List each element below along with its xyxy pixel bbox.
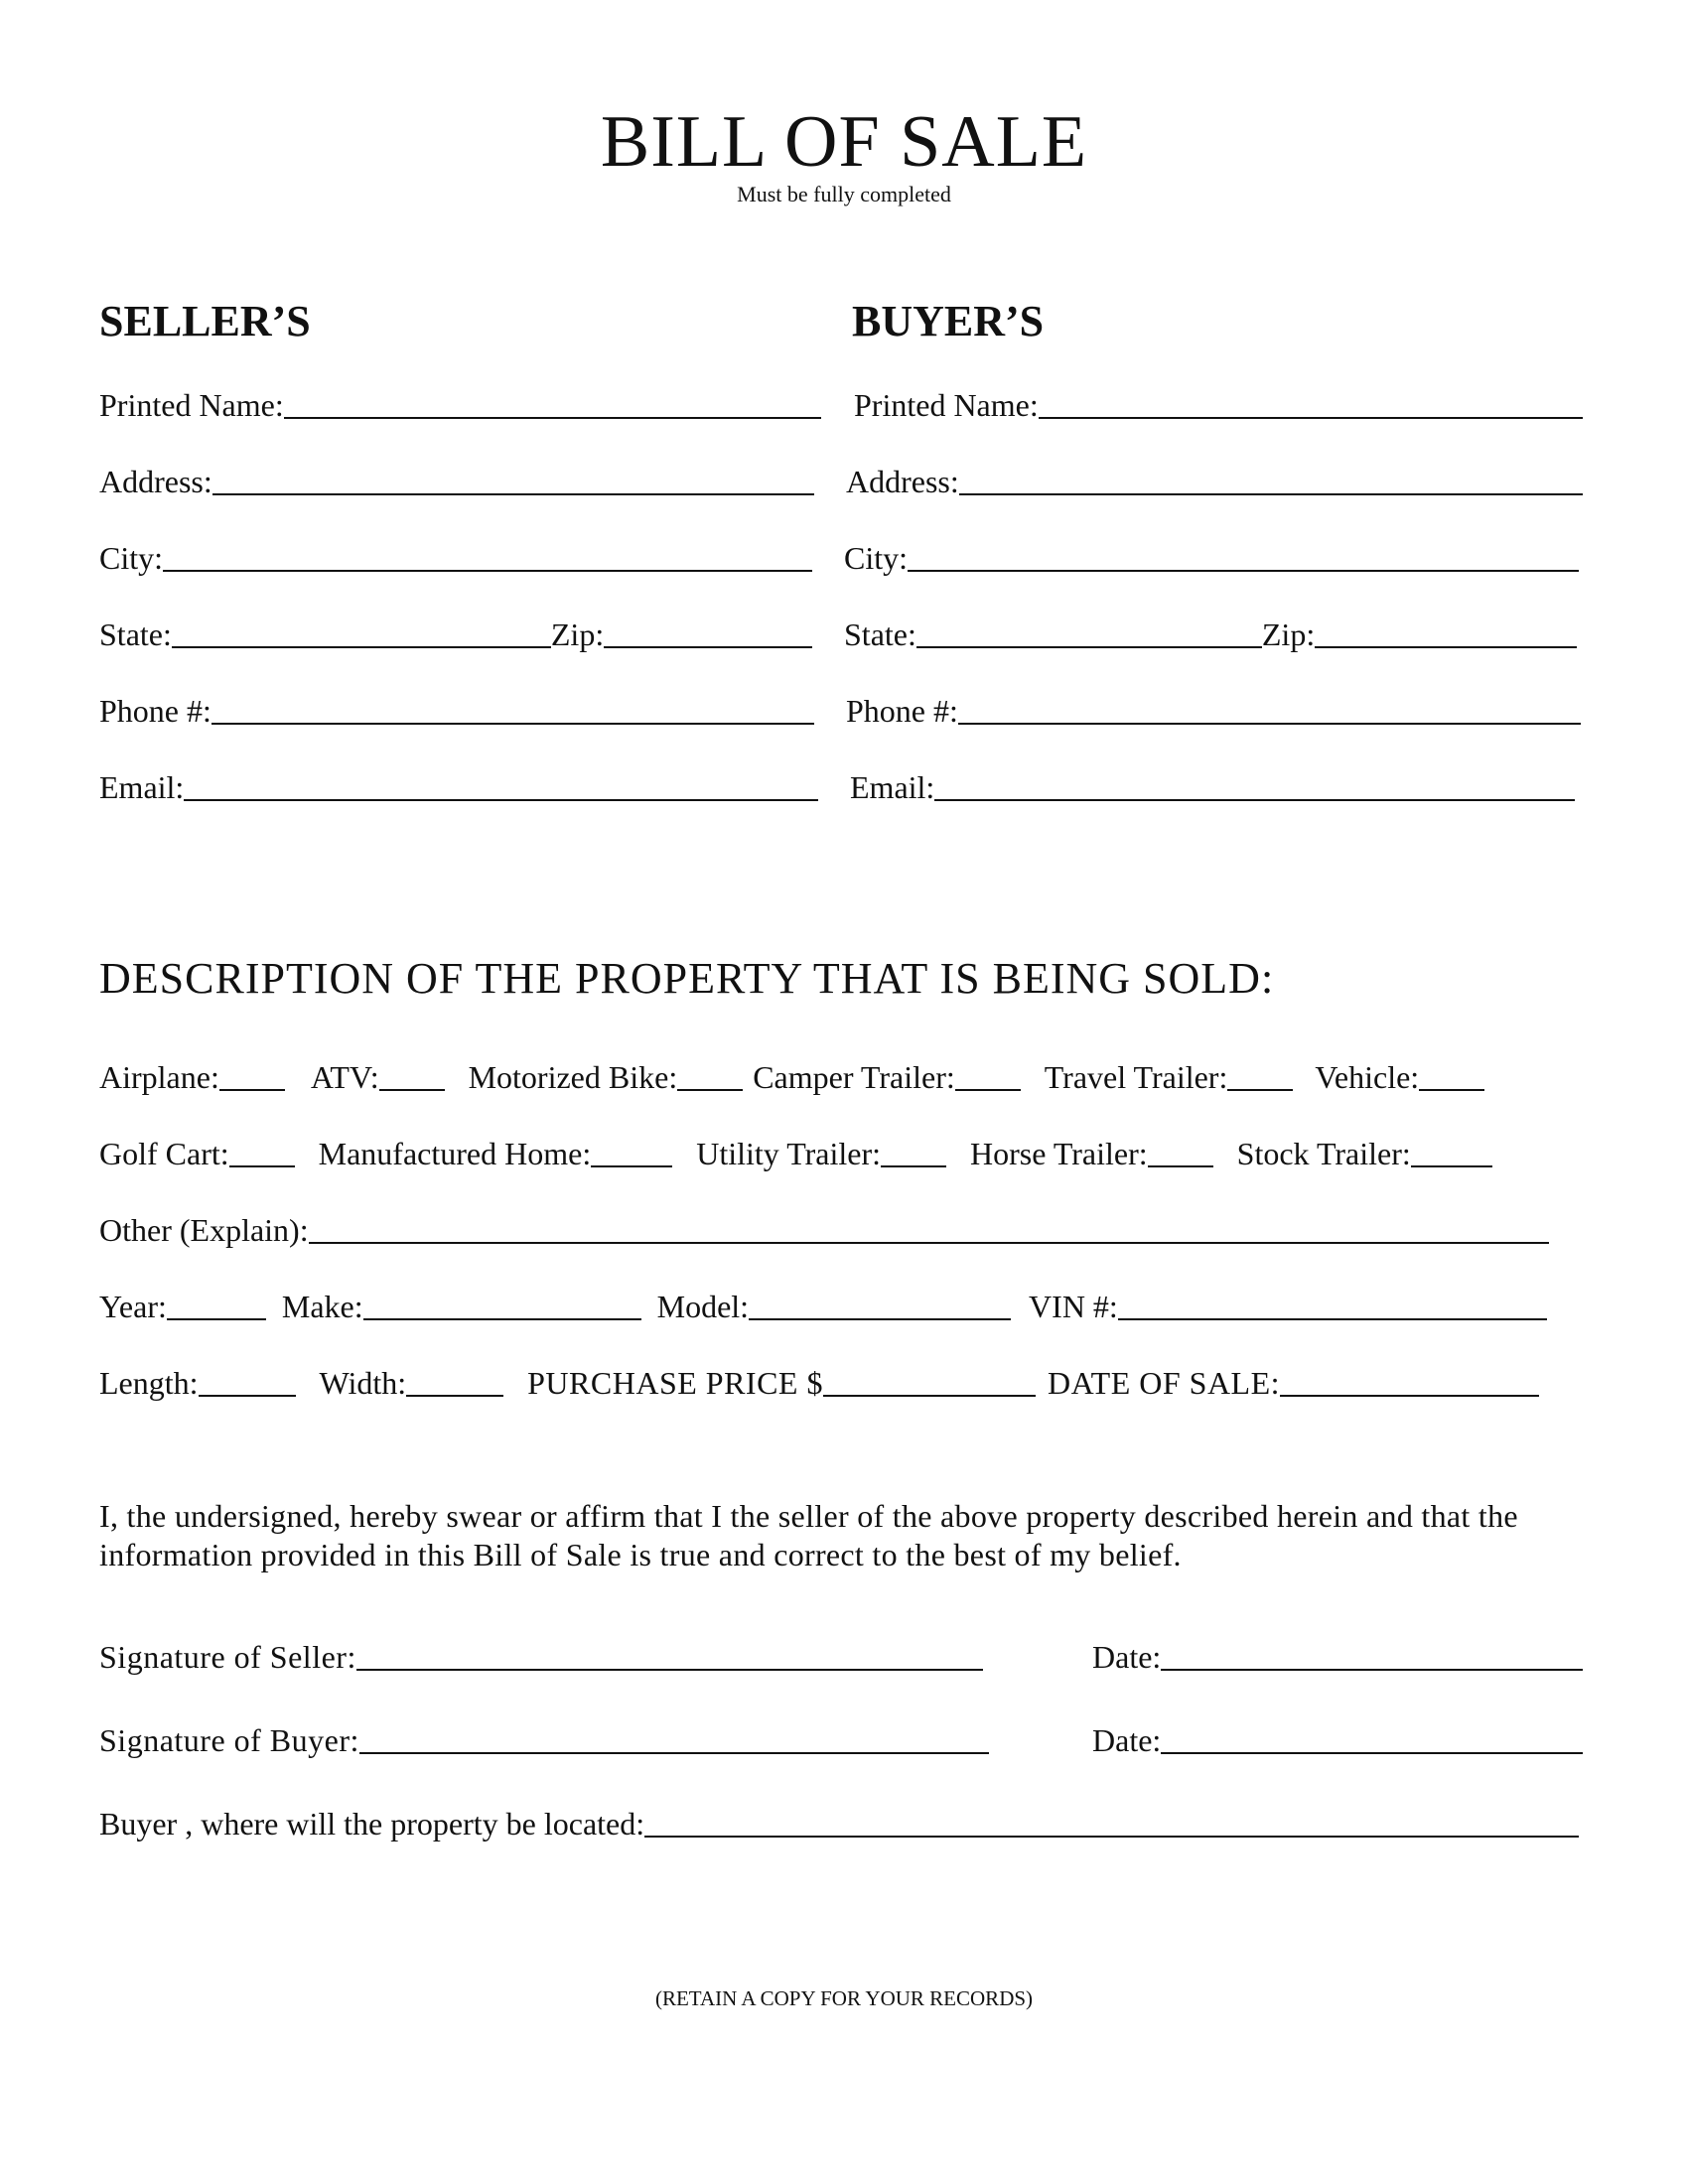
purchase-price-label: PURCHASE PRICE $ xyxy=(527,1365,823,1401)
property-location-label: Buyer , where will the property be located: xyxy=(99,1806,645,1842)
length-field[interactable] xyxy=(199,1365,296,1397)
manufactured-home-label: Manufactured Home: xyxy=(318,1136,592,1171)
year-field[interactable] xyxy=(167,1289,266,1320)
airplane-field[interactable] xyxy=(219,1059,285,1091)
length-label: Length: xyxy=(99,1365,199,1401)
buyer-date-row xyxy=(1092,1716,1583,1760)
buyer-phone-label: Phone #: xyxy=(846,693,958,729)
horse-trailer-field[interactable] xyxy=(1148,1136,1213,1167)
page-subtitle: Must be fully completed xyxy=(737,182,951,206)
buyer-address-field[interactable] xyxy=(959,464,1583,495)
buyer-zip-field[interactable] xyxy=(1315,616,1577,648)
property-type-row-2 xyxy=(99,1130,1589,1173)
buyer-city-row xyxy=(844,534,1579,578)
affirmation-text: I, the undersigned, hereby swear or affirm that I the seller of the above property described herein and that the information provided in this Bill of Sale is true and correct to the best of my belief. xyxy=(99,1498,1518,1572)
property-location-field[interactable] xyxy=(644,1806,1579,1838)
utility-trailer-field[interactable] xyxy=(881,1136,946,1167)
seller-phone-field[interactable] xyxy=(211,693,814,725)
buyer-address-row xyxy=(846,458,1583,501)
buyer-zip-label: Zip: xyxy=(1261,616,1316,652)
page-title: BILL OF SALE xyxy=(600,101,1088,183)
year-label: Year: xyxy=(99,1289,167,1324)
seller-state-field[interactable] xyxy=(172,616,551,648)
seller-address-row xyxy=(99,458,814,501)
seller-city-label: City: xyxy=(99,540,164,576)
model-label: Model: xyxy=(656,1289,750,1324)
seller-signature-field[interactable] xyxy=(356,1639,983,1671)
buyer-heading: BUYER’S xyxy=(852,297,1045,345)
buyer-date-label: Date: xyxy=(1092,1722,1162,1758)
seller-phone-label: Phone #: xyxy=(99,693,211,729)
seller-address-field[interactable] xyxy=(212,464,814,495)
seller-zip-label: Zip: xyxy=(550,616,605,652)
other-explain-field[interactable] xyxy=(309,1212,1549,1244)
date-of-sale-label: DATE OF SALE: xyxy=(1047,1365,1281,1401)
buyer-email-row xyxy=(850,763,1575,807)
buyer-city-field[interactable] xyxy=(908,540,1579,572)
make-label: Make: xyxy=(281,1289,363,1324)
golf-cart-field[interactable] xyxy=(229,1136,295,1167)
seller-date-field[interactable] xyxy=(1161,1639,1583,1671)
seller-printed-name-row xyxy=(99,381,821,425)
buyer-signature-row xyxy=(99,1716,989,1760)
buyer-address-label: Address: xyxy=(846,464,959,499)
seller-printed-name-label: Printed Name: xyxy=(99,387,284,423)
seller-address-label: Address: xyxy=(99,464,212,499)
vin-label: VIN #: xyxy=(1029,1289,1118,1324)
vehicle-label: Vehicle: xyxy=(1315,1059,1420,1095)
seller-state-label: State: xyxy=(99,616,172,652)
seller-email-label: Email: xyxy=(99,769,185,805)
camper-trailer-label: Camper Trailer: xyxy=(753,1059,955,1095)
buyer-phone-row xyxy=(846,687,1581,731)
description-heading: DESCRIPTION OF THE PROPERTY THAT IS BEING SOLD: xyxy=(99,954,1275,1003)
buyer-state-field[interactable] xyxy=(916,616,1262,648)
other-explain-label: Other (Explain): xyxy=(99,1212,309,1248)
seller-zip-field[interactable] xyxy=(604,616,812,648)
vin-field[interactable] xyxy=(1118,1289,1547,1320)
camper-trailer-field[interactable] xyxy=(955,1059,1021,1091)
date-of-sale-field[interactable] xyxy=(1280,1365,1539,1397)
seller-signature-row xyxy=(99,1633,983,1677)
seller-email-row xyxy=(99,763,818,807)
atv-label: ATV: xyxy=(310,1059,379,1095)
seller-date-row xyxy=(1092,1633,1583,1677)
buyer-printed-name-label: Printed Name: xyxy=(854,387,1039,423)
buyer-printed-name-row xyxy=(854,381,1583,425)
airplane-label: Airplane: xyxy=(99,1059,219,1095)
other-explain-row xyxy=(99,1206,1549,1250)
horse-trailer-label: Horse Trailer: xyxy=(970,1136,1148,1171)
model-field[interactable] xyxy=(749,1289,1011,1320)
stock-trailer-field[interactable] xyxy=(1411,1136,1492,1167)
manufactured-home-field[interactable] xyxy=(591,1136,672,1167)
motorized-bike-label: Motorized Bike: xyxy=(468,1059,678,1095)
travel-trailer-field[interactable] xyxy=(1227,1059,1293,1091)
buyer-date-field[interactable] xyxy=(1161,1722,1583,1754)
purchase-price-field[interactable] xyxy=(823,1365,1036,1397)
width-field[interactable] xyxy=(406,1365,503,1397)
seller-date-label: Date: xyxy=(1092,1639,1162,1675)
buyer-signature-field[interactable] xyxy=(359,1722,989,1754)
seller-printed-name-field[interactable] xyxy=(284,387,821,419)
seller-heading: SELLER’S xyxy=(99,297,311,345)
property-location-row xyxy=(99,1800,1579,1843)
motorized-bike-field[interactable] xyxy=(677,1059,743,1091)
stock-trailer-label: Stock Trailer: xyxy=(1236,1136,1411,1171)
seller-phone-row xyxy=(99,687,814,731)
seller-signature-label: Signature of Seller: xyxy=(99,1639,356,1675)
vehicle-field[interactable] xyxy=(1419,1059,1484,1091)
retain-copy-note: (RETAIN A COPY FOR YOUR RECORDS) xyxy=(654,1986,1034,2010)
buyer-state-zip-row xyxy=(844,611,1577,654)
width-label: Width: xyxy=(319,1365,407,1401)
atv-field[interactable] xyxy=(379,1059,445,1091)
buyer-email-field[interactable] xyxy=(934,769,1575,801)
utility-trailer-label: Utility Trailer: xyxy=(696,1136,881,1171)
property-type-row-1 xyxy=(99,1053,1589,1097)
seller-state-zip-row xyxy=(99,611,812,654)
buyer-signature-label: Signature of Buyer: xyxy=(99,1722,359,1758)
buyer-phone-field[interactable] xyxy=(958,693,1581,725)
seller-city-row xyxy=(99,534,812,578)
make-field[interactable] xyxy=(363,1289,641,1320)
vehicle-details-row xyxy=(99,1283,1547,1326)
seller-city-field[interactable] xyxy=(163,540,812,572)
buyer-state-label: State: xyxy=(844,616,916,652)
sale-details-row xyxy=(99,1359,1539,1403)
buyer-email-label: Email: xyxy=(850,769,935,805)
travel-trailer-label: Travel Trailer: xyxy=(1044,1059,1228,1095)
seller-email-field[interactable] xyxy=(184,769,818,801)
buyer-printed-name-field[interactable] xyxy=(1039,387,1583,419)
golf-cart-label: Golf Cart: xyxy=(99,1136,229,1171)
buyer-city-label: City: xyxy=(844,540,909,576)
